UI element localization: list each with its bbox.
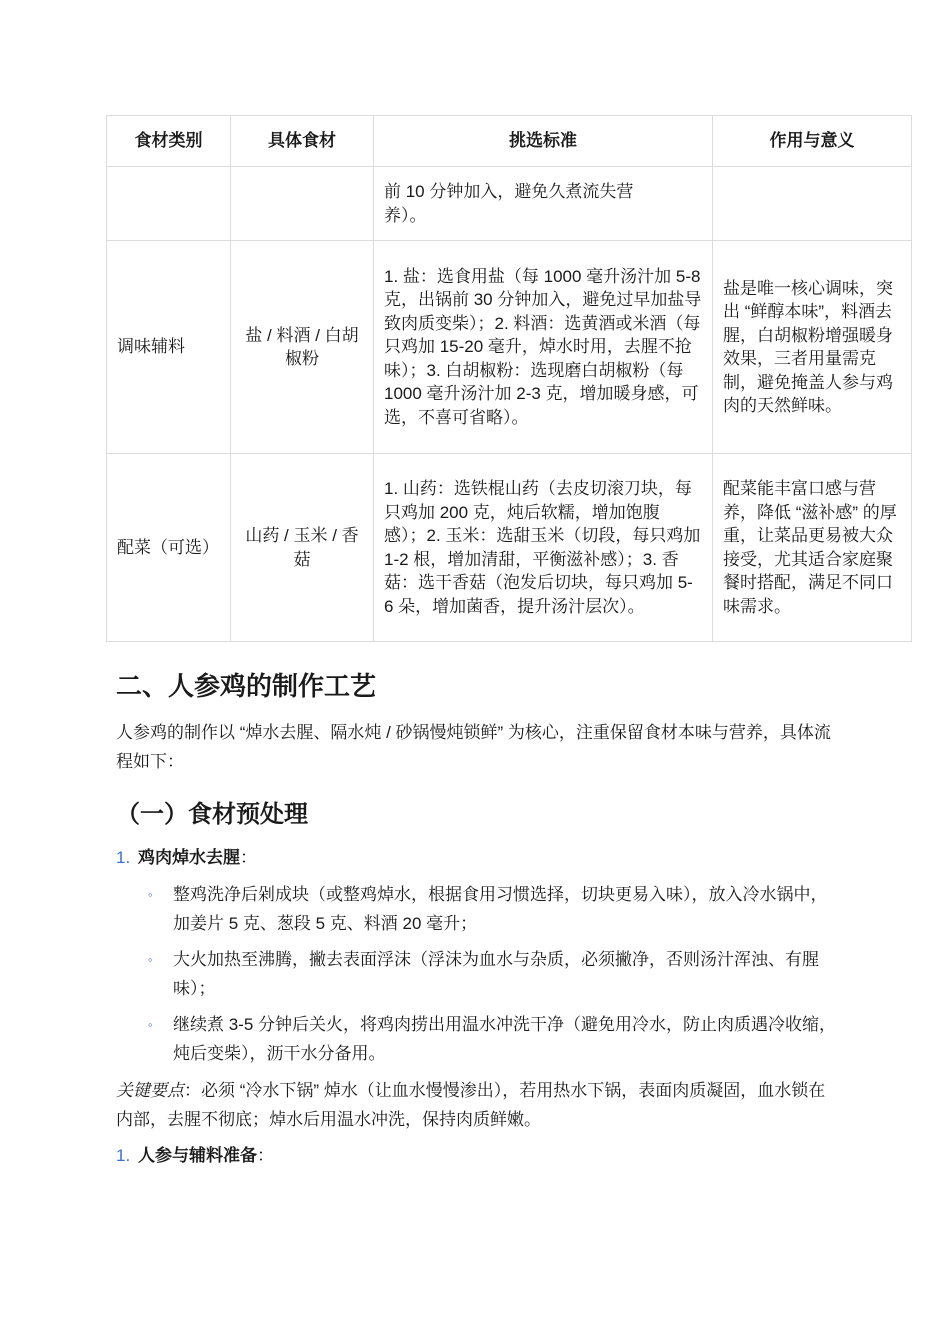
table-row-continued <box>107 167 912 241</box>
table-row <box>107 241 912 454</box>
header-role: 作用与意义 <box>713 116 912 167</box>
cell-role: 配菜能丰富口感与营养，降低 “滋补感” 的厚重，让菜品更易被大众接受，尤其适合家庭聚餐时搭配，满足不同口味需求。 <box>713 454 912 642</box>
item-colon: ： <box>257 1146 274 1165</box>
numbered-item <box>116 845 257 871</box>
table-row <box>107 454 912 642</box>
circle-bullet-icon: ◦ <box>148 1017 153 1032</box>
cell-category <box>107 167 231 241</box>
list-item <box>148 1010 838 1068</box>
circle-bullet-icon: ◦ <box>148 952 153 967</box>
key-point-text: ：必须 “冷水下锅” 焯水（让血水慢慢渗出），若用热水下锅，表面肉质凝固，血水锁在内部，去腥不彻底；焯水后用温水冲洗，保持肉质鲜嫩。 <box>116 1081 826 1129</box>
numbered-item <box>116 1143 274 1169</box>
table-header-row <box>107 116 912 167</box>
header-category: 食材类别 <box>107 116 231 167</box>
cell-item: 山药 / 玉米 / 香菇 <box>231 454 374 642</box>
key-point-label: 关键要点 <box>116 1081 184 1100</box>
list-item-text: 继续煮 3-5 分钟后关火，将鸡肉捞出用温水冲洗干净（避免用冷水，防止肉质遇冷收缩，炖后变柴），沥干水分备用。 <box>173 1015 837 1063</box>
cell-item: 盐 / 料酒 / 白胡椒粉 <box>231 241 374 454</box>
cell-role <box>713 167 912 241</box>
list-item-text: 大火加热至沸腾，撇去表面浮沫（浮沫为血水与杂质，必须撇净，否则汤汁浑浊、有腥味）； <box>173 950 819 998</box>
cell-role: 盐是唯一核心调味，突出 “鲜醇本味”，料酒去腥，白胡椒粉增强暖身效果，三者用量需克制，避免掩盖人参与鸡肉的天然鲜味。 <box>713 241 912 454</box>
subsection-title: （一）食材预处理 <box>116 801 308 828</box>
cell-category: 配菜（可选） <box>107 454 231 642</box>
item-label: 鸡肉焯水去腥 <box>138 848 240 867</box>
list-item <box>148 880 838 938</box>
list-number: 1. <box>116 1146 131 1165</box>
item-label: 人参与辅料准备 <box>138 1146 257 1165</box>
sub-step-list <box>148 880 838 1075</box>
header-item: 具体食材 <box>231 116 374 167</box>
circle-bullet-icon: ◦ <box>148 887 153 902</box>
cell-standard: 1. 盐：选食用盐（每 1000 毫升汤汁加 5-8 克，出锅前 30 分钟加入，避免过早加盐导致肉质变柴）；2. 料酒：选黄酒或米酒（每只鸡加 15-20 毫升，焯水时用，去腥不抢味）；3. 白胡椒粉：选现磨白胡椒粉（每 1000 毫升汤汁加 2-3 克，增加暖身感，可选，不喜可省略）。 <box>374 241 713 454</box>
cell-standard: 前 10 分钟加入，避免久煮流失营养）。 <box>374 167 713 241</box>
header-standard: 挑选标准 <box>374 116 713 167</box>
section-title: 二、人参鸡的制作工艺 <box>116 671 377 701</box>
list-item <box>148 945 838 1003</box>
cell-item <box>231 167 374 241</box>
list-item-text: 整鸡洗净后剁成块（或整鸡焯水，根据食用习惯选择，切块更易入味），放入冷水锅中，加姜片 5 克、葱段 5 克、料酒 20 毫升； <box>173 885 828 933</box>
ingredient-table <box>106 115 912 642</box>
cell-standard: 1. 山药：选铁棍山药（去皮切滚刀块，每只鸡加 200 克，炖后软糯，增加饱腹感）；2. 玉米：选甜玉米（切段，每只鸡加 1-2 根，增加清甜，平衡滋补感）；3. 香菇：选干香菇（泡发后切块，每只鸡加 5-6 朵，增加菌香，提升汤汁层次）。 <box>374 454 713 642</box>
key-point <box>116 1076 836 1134</box>
item-colon: ： <box>240 848 257 867</box>
section-intro: 人参鸡的制作以 “焯水去腥、隔水炖 / 砂锅慢炖锁鲜” 为核心，注重保留食材本味与营养，具体流程如下： <box>116 723 831 771</box>
cell-category: 调味辅料 <box>107 241 231 454</box>
list-number: 1. <box>116 848 131 867</box>
